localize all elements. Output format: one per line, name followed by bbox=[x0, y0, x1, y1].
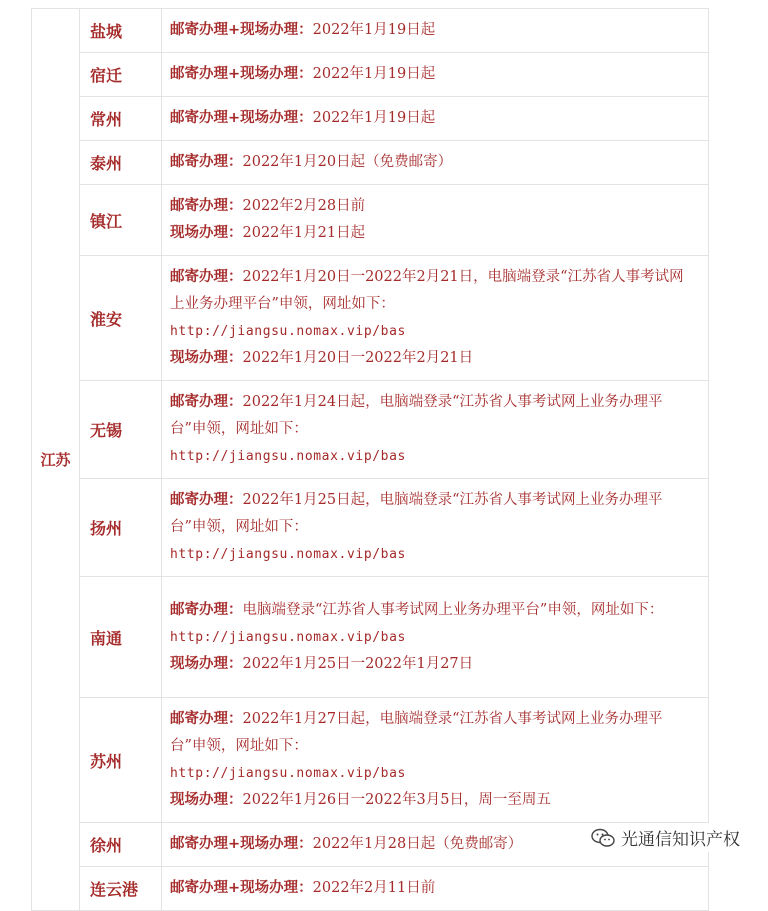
method-label: 邮寄办理+现场办理： bbox=[170, 66, 313, 82]
method-label: 邮寄办理+现场办理： bbox=[170, 110, 313, 126]
table-row bbox=[32, 185, 709, 256]
method-detail: 2022年1月19日起 bbox=[312, 22, 436, 38]
info-cell bbox=[162, 698, 709, 823]
city-name: 淮安 bbox=[80, 256, 162, 381]
table-row bbox=[32, 256, 709, 381]
method-label: 邮寄办理： bbox=[170, 394, 243, 410]
info-line bbox=[170, 105, 698, 132]
city-table-body bbox=[32, 9, 709, 911]
info-line bbox=[170, 760, 698, 787]
table-row bbox=[32, 479, 709, 577]
info-cell bbox=[162, 53, 709, 97]
info-line bbox=[170, 220, 698, 247]
wechat-icon bbox=[591, 828, 615, 848]
info-line bbox=[170, 787, 698, 814]
table-row bbox=[32, 698, 709, 823]
method-label: 邮寄办理： bbox=[170, 154, 243, 170]
url-text[interactable]: http://jiangsu.nomax.vip/bas bbox=[170, 766, 406, 781]
method-detail: 2022年1月21日起 bbox=[242, 225, 366, 241]
city-table bbox=[31, 8, 709, 911]
table-row bbox=[32, 141, 709, 185]
method-detail: 2022年1月27日起，电脑端登录“江苏省人事考试网上业务办理平台”申领，网址如下： bbox=[170, 711, 663, 754]
city-name: 徐州 bbox=[80, 823, 162, 867]
province-cell: 江苏 bbox=[32, 9, 80, 911]
method-detail: 2022年1月19日起 bbox=[312, 66, 436, 82]
info-cell bbox=[162, 97, 709, 141]
url-text[interactable]: http://jiangsu.nomax.vip/bas bbox=[170, 324, 406, 339]
city-name: 盐城 bbox=[80, 9, 162, 53]
watermark bbox=[587, 823, 744, 852]
info-cell bbox=[162, 185, 709, 256]
info-line bbox=[170, 487, 698, 541]
table-row bbox=[32, 9, 709, 53]
method-detail: 2022年1月25日一2022年1月27日 bbox=[242, 655, 474, 672]
method-label: 现场办理： bbox=[170, 350, 243, 366]
method-label: 邮寄办理： bbox=[170, 269, 243, 285]
method-detail: 2022年2月28日前 bbox=[242, 198, 366, 214]
method-detail: 2022年1月24日起，电脑端登录“江苏省人事考试网上业务办理平台”申领，网址如下： bbox=[170, 394, 663, 437]
city-name: 连云港 bbox=[80, 867, 162, 911]
info-line bbox=[170, 706, 698, 760]
method-detail: 2022年1月25日起，电脑端登录“江苏省人事考试网上业务办理平台”申领，网址如下： bbox=[170, 492, 663, 535]
method-detail: 2022年1月28日起（免费邮寄） bbox=[312, 836, 523, 852]
info-line bbox=[170, 193, 698, 220]
table-row bbox=[32, 381, 709, 479]
method-detail: 2022年1月20日一2022年2月21日 bbox=[242, 350, 474, 366]
info-line bbox=[170, 345, 698, 372]
method-label: 邮寄办理+现场办理： bbox=[170, 880, 313, 896]
method-label: 邮寄办理+现场办理： bbox=[170, 836, 313, 852]
method-label: 现场办理： bbox=[170, 655, 243, 672]
city-name: 南通 bbox=[80, 577, 162, 698]
info-cell bbox=[162, 256, 709, 381]
info-line bbox=[170, 149, 698, 176]
method-detail: 2022年1月20日起（免费邮寄） bbox=[242, 154, 453, 170]
method-label: 邮寄办理： bbox=[170, 601, 243, 618]
method-detail: 2022年2月11日前 bbox=[312, 880, 436, 896]
info-line bbox=[170, 443, 698, 470]
info-cell bbox=[162, 867, 709, 911]
url-text[interactable]: http://jiangsu.nomax.vip/bas bbox=[170, 449, 406, 464]
info-line bbox=[170, 17, 698, 44]
table-row bbox=[32, 577, 709, 698]
method-detail: 电脑端登录“江苏省人事考试网上业务办理平台”申领，网址如下： bbox=[242, 601, 664, 618]
city-name: 镇江 bbox=[80, 185, 162, 256]
info-line bbox=[170, 389, 698, 443]
info-line bbox=[170, 61, 698, 88]
city-name: 扬州 bbox=[80, 479, 162, 577]
info-cell bbox=[162, 577, 709, 698]
info-cell bbox=[162, 141, 709, 185]
info-cell bbox=[162, 479, 709, 577]
city-name: 宿迁 bbox=[80, 53, 162, 97]
watermark-text: 光通信知识产权 bbox=[621, 830, 740, 850]
method-label: 邮寄办理： bbox=[170, 492, 243, 508]
table-row bbox=[32, 867, 709, 911]
city-name: 无锡 bbox=[80, 381, 162, 479]
method-label: 现场办理： bbox=[170, 792, 243, 808]
info-line bbox=[170, 318, 698, 345]
info-line bbox=[170, 651, 698, 678]
table-row bbox=[32, 97, 709, 141]
method-detail: 2022年1月19日起 bbox=[312, 110, 436, 126]
city-name: 泰州 bbox=[80, 141, 162, 185]
info-line bbox=[170, 264, 698, 318]
info-cell bbox=[162, 381, 709, 479]
method-detail: 2022年1月20日一2022年2月21日，电脑端登录“江苏省人事考试网上业务办理平台”申领，网址如下： bbox=[170, 269, 684, 312]
info-line bbox=[170, 624, 698, 651]
method-label: 现场办理： bbox=[170, 225, 243, 241]
info-cell bbox=[162, 9, 709, 53]
info-line bbox=[170, 541, 698, 568]
method-detail: 2022年1月26日一2022年3月5日，周一至周五 bbox=[242, 792, 551, 808]
url-text[interactable]: http://jiangsu.nomax.vip/bas bbox=[170, 547, 406, 562]
method-label: 邮寄办理： bbox=[170, 198, 243, 214]
table-row bbox=[32, 53, 709, 97]
method-label: 邮寄办理： bbox=[170, 711, 243, 727]
method-label: 邮寄办理+现场办理： bbox=[170, 22, 313, 38]
url-text[interactable]: http://jiangsu.nomax.vip/bas bbox=[170, 629, 406, 645]
info-line bbox=[170, 597, 698, 624]
city-name: 常州 bbox=[80, 97, 162, 141]
info-line bbox=[170, 875, 698, 902]
city-name: 苏州 bbox=[80, 698, 162, 823]
